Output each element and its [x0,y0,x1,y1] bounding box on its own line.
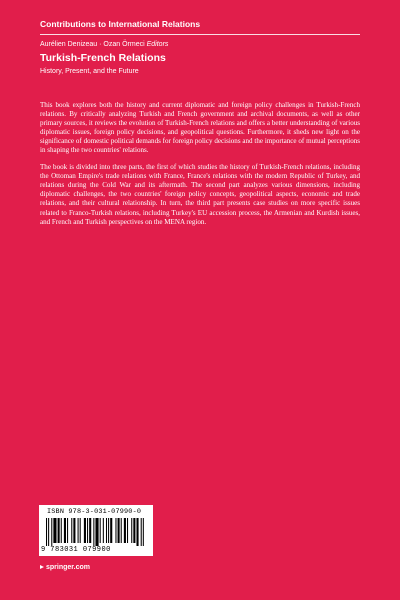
barcode-bar [64,518,66,543]
barcode-bar [121,518,122,543]
barcode-bar [73,518,75,543]
barcode-bar [84,518,86,543]
barcode-bar [46,518,47,546]
barcode-bar [53,518,56,543]
barcode-bar [133,518,135,543]
barcode-bar [103,518,104,543]
barcode-bar [95,518,98,546]
barcode-bar [48,518,49,546]
book-description [40,101,360,235]
barcode-icon [46,518,147,546]
barcode-bar [93,518,94,546]
barcode-bar [51,518,52,546]
header-divider [40,34,360,35]
barcode-bar [118,518,120,543]
barcode-bar [87,518,88,543]
barcode-bar [131,518,132,543]
editors-role: Editors [146,41,169,48]
barcode-bar [106,518,107,543]
barcode-bar [58,518,60,543]
publisher-link[interactable] [40,564,90,571]
barcode-bar [80,518,81,543]
editors-line [40,41,168,48]
book-title: Turkish-French Relations [40,52,166,64]
barcode-bar [100,518,101,543]
barcode-bar [143,518,144,546]
barcode-bar [124,518,126,543]
series-title: Contributions to International Relations [40,19,201,29]
barcode-bar [141,518,142,546]
barcode-bar [110,518,112,543]
barcode-bar [67,518,68,543]
barcode-bar [136,518,138,546]
barcode-bar [71,518,72,543]
barcode-bar [89,518,91,543]
barcode-digits: 9 783031 079900 [41,546,111,554]
book-subtitle: History, Present, and the Future [40,68,139,75]
arrow-right-icon [40,565,44,569]
barcode-bar [115,518,116,543]
barcode-bar [61,518,62,543]
barcode-bar [78,518,79,543]
description-paragraph: The book is divided into three parts, the first of which studies the history of Turkish-French relations, including the Ottoman Empire's trade relations with France, France's relations with the modern Republic of Turkey, and relations during the Cold War and its aftermath. The second part analyzes various dimensions, including diplomatic challenges, the two countries' foreign policy concepts, geopolitical aspects, economic and trade relations, and their cultural relationship. In turn, the third part presents case studies on more specific issues related to Franco-Turkish relations, including Turkey's EU accession process, the Armenian and Kurdish issues, and French and Turkish perspectives on the MENA region. [40,163,360,226]
description-paragraph: This book explores both the history and current diplomatic and foreign policy challenges in Turkish-French relations. By critically analyzing Turkish and French government and archival documents, as well as other primary sources, it reviews the evolution of Turkish-French relations and offers a better understanding of various diplomatic issues, foreign policy decisions, and geopolitical questions. Furthermore, it sheds new light on the significance of domestic political demands for foreign policy decisions and the importance of mutual perceptions in shaping the two countries' relations. [40,101,360,155]
isbn-label: ISBN 978-3-031-07990-0 [47,508,142,516]
editor-names: Aurélien Denizeau · Ozan Örmeci [40,41,145,48]
barcode-bar [108,518,109,543]
barcode-bar [127,518,128,543]
publisher-link-text: springer.com [46,564,90,571]
barcode-panel [39,505,153,556]
